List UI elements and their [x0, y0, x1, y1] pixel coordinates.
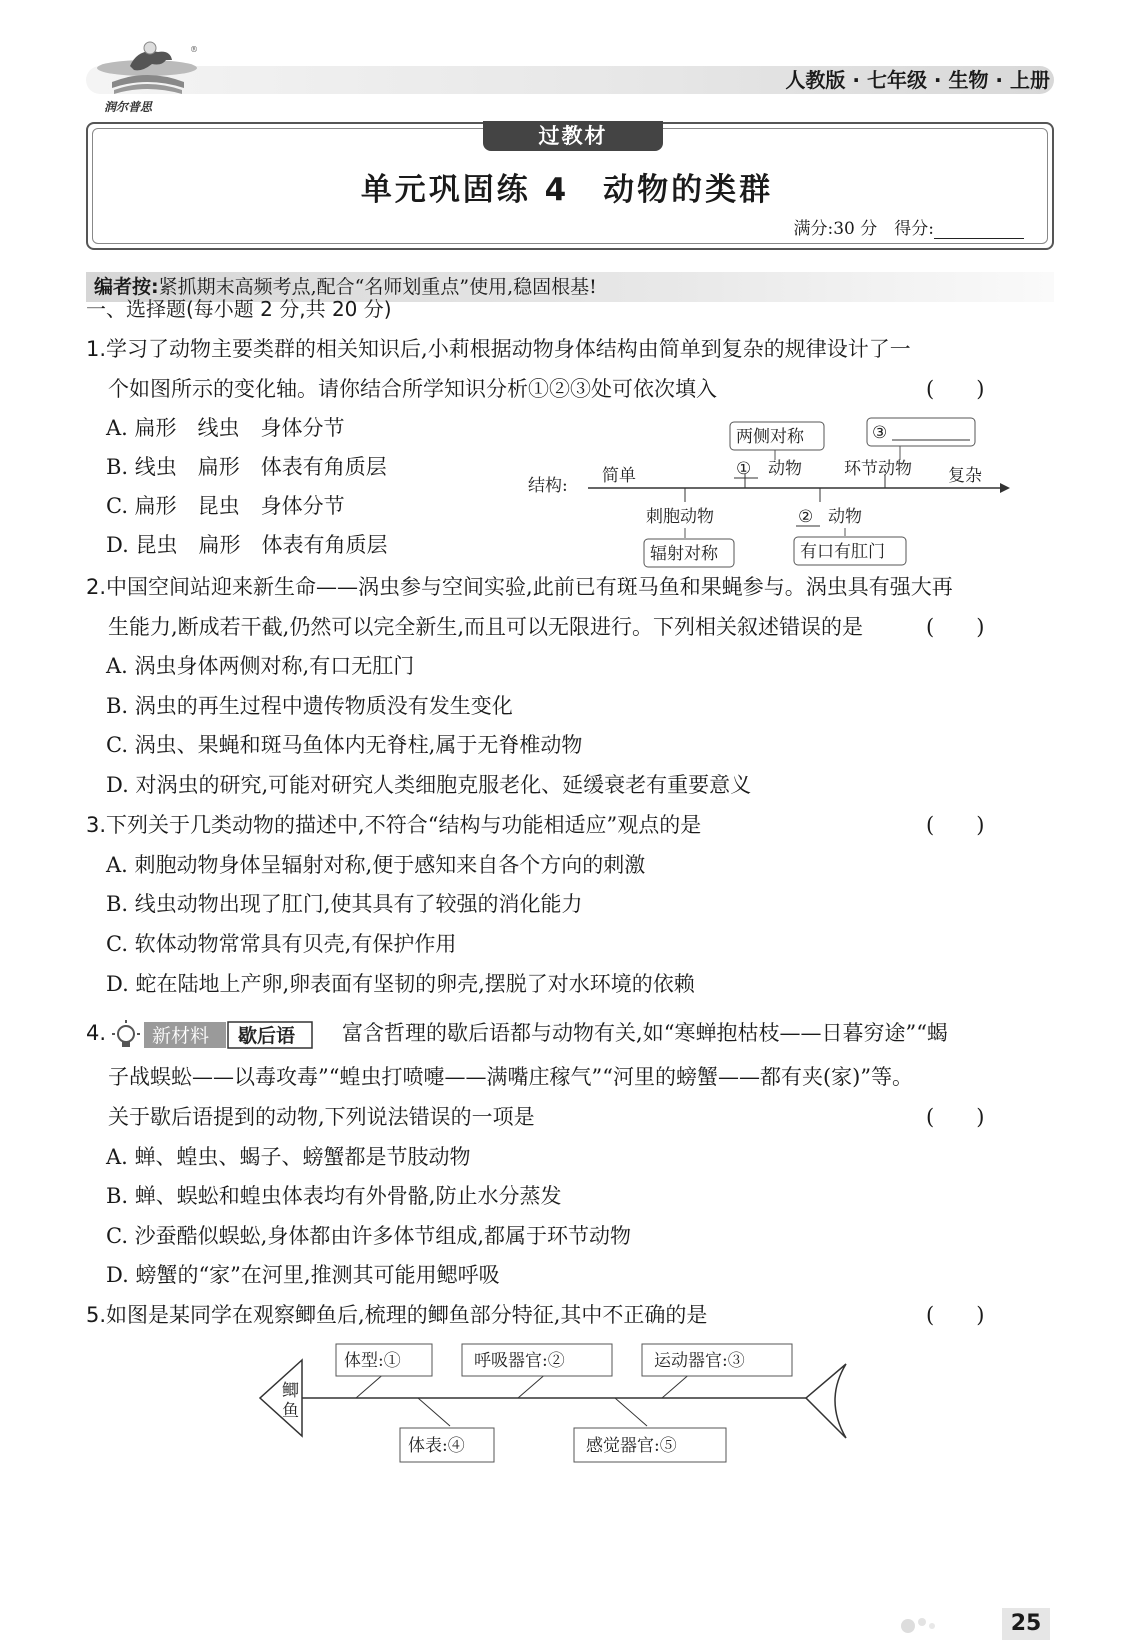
- answer-paren[interactable]: ( ): [926, 377, 985, 401]
- option-b: B. 线虫 扁形 体表有角质层: [106, 455, 387, 479]
- option-c: C. 扁形 昆虫 身体分节: [106, 494, 345, 518]
- question-number: 2.: [86, 575, 107, 599]
- option-b: B. 蝉、蜈蚣和蝗虫体表均有外骨骼,防止水分蒸发: [106, 1184, 562, 1208]
- label-cnidarian: 刺胞动物: [646, 507, 714, 527]
- option-c: C. 软体动物常常具有贝壳,有保护作用: [106, 932, 457, 956]
- svg-text:®: ®: [190, 45, 198, 54]
- option-c: C. 涡虫、果蝇和斑马鱼体内无脊柱,属于无脊椎动物: [106, 733, 583, 757]
- label-respiratory: 呼吸器官:②: [474, 1351, 565, 1371]
- label-animal-1: 动物: [768, 459, 802, 479]
- option-a: A. 涡虫身体两侧对称,有口无肛门: [106, 654, 415, 678]
- option-b: B. 涡虫的再生过程中遗传物质没有发生变化: [106, 694, 513, 718]
- label-bilateral: 两侧对称: [736, 427, 804, 447]
- label-locomotion: 运动器官:③: [654, 1351, 745, 1371]
- question-5-line-1: 5.如图是某同学在观察鲫鱼后,梳理的鲫鱼部分特征,其中不正确的是: [86, 1303, 708, 1327]
- label-body-surface: 体表:④: [408, 1436, 465, 1456]
- decorative-dots: [896, 1612, 946, 1636]
- circle-2: ②: [798, 507, 814, 527]
- question-number: 3.: [86, 813, 107, 837]
- option-d: D. 蛇在陆地上产卵,卵表面有坚韧的卵壳,摆脱了对水环境的依赖: [106, 972, 695, 996]
- question-number: 1.: [86, 337, 107, 361]
- label-complex: 复杂: [948, 466, 982, 486]
- fish-label-1: 鲫: [282, 1381, 299, 1401]
- answer-paren[interactable]: ( ): [926, 1105, 985, 1129]
- score-line: [794, 214, 1025, 239]
- fishbone-figure: [250, 1336, 870, 1476]
- question-2-line-2: 生能力,断成若干截,仍然可以完全新生,而且可以无限进行。下列相关叙述错误的是: [108, 615, 864, 639]
- score-blank[interactable]: [934, 222, 1024, 239]
- label-annelid: 环节动物: [844, 459, 912, 479]
- option-d: D. 螃蟹的“家”在河里,推测其可能用鳃呼吸: [106, 1263, 500, 1287]
- label-simple: 简单: [602, 466, 636, 486]
- section-tag: 过教材: [483, 121, 663, 151]
- label-animal-2: 动物: [828, 507, 862, 527]
- question-2-line-1: 2.中国空间站迎来新生命——涡虫参与空间实验,此前已有斑马鱼和果蝇参与。涡虫具有强大再: [86, 575, 953, 599]
- option-d: D. 昆虫 扁形 体表有角质层: [106, 533, 388, 557]
- edition-label: 人教版 · 七年级 · 生物 · 上册: [785, 68, 1050, 92]
- circle-3: ③: [872, 423, 888, 443]
- axis-arrow: [1000, 483, 1010, 493]
- page-number: 25: [1002, 1608, 1050, 1640]
- score-label: 满分:30 分 得分:: [793, 219, 934, 239]
- circle-1: ①: [736, 459, 752, 479]
- option-d: D. 对涡虫的研究,可能对研究人类细胞克服老化、延缓衰老有重要意义: [106, 773, 752, 797]
- section-heading: 一、选择题(每小题 2 分,共 20 分): [86, 297, 392, 321]
- new-material-label: 新材料: [152, 1024, 210, 1047]
- label-sensory: 感觉器官:⑤: [586, 1436, 677, 1456]
- answer-paren[interactable]: ( ): [926, 1303, 985, 1327]
- editor-note-text: 紧抓期末高频考点,配合“名师划重点”使用,稳固根基!: [158, 276, 597, 298]
- question-1-line-1: 1.学习了动物主要类群的相关知识后,小莉根据动物身体结构由简单到复杂的规律设计了一: [86, 337, 911, 361]
- option-b: B. 线虫动物出现了肛门,使其具有了较强的消化能力: [106, 892, 583, 916]
- axis-label: 结构:: [528, 476, 568, 496]
- question-number: 5.: [86, 1303, 107, 1327]
- question-number: 4.: [86, 1021, 107, 1045]
- question-4-line-2: 子战蜈蚣——以毒攻毒”“蝗虫打喷嚏——满嘴庄稼气”“河里的螃蟹——都有夹(家)”等。: [108, 1065, 914, 1089]
- question-4-line-1: 4. 新材料 歇后语 富含哲理的歇后语都与动物有关,如“寒蝉抱枯枝——日暮穷途”“蝎: [86, 1018, 948, 1051]
- option-a: A. 蝉、蝗虫、蝎子、螃蟹都是节肢动物: [106, 1145, 471, 1169]
- fish-label-2: 鱼: [282, 1401, 299, 1421]
- answer-paren[interactable]: ( ): [926, 813, 985, 837]
- answer-paren[interactable]: ( ): [926, 615, 985, 639]
- question-4-line-3: 关于歇后语提到的动物,下列说法错误的一项是: [108, 1105, 535, 1129]
- new-material-tag: [106, 1019, 342, 1051]
- logo-text: 润尔普思: [104, 100, 153, 114]
- question-1-line-2: 个如图所示的变化轴。请你结合所学知识分析①②③处可依次填入: [108, 377, 717, 401]
- editor-note-label: 编者按:: [94, 276, 159, 298]
- label-mouth-anus: 有口有肛门: [800, 542, 885, 562]
- topic-label: 歇后语: [238, 1024, 296, 1047]
- option-c: C. 沙蚕酷似蜈蚣,身体都由许多体节组成,都属于环节动物: [106, 1224, 632, 1248]
- option-a: A. 扁形 线虫 身体分节: [106, 416, 345, 440]
- label-body-shape: 体型:①: [344, 1351, 401, 1371]
- label-radial: 辐射对称: [650, 544, 718, 564]
- change-axis-figure: [520, 410, 1020, 580]
- fish-tail: [806, 1364, 846, 1438]
- question-3-line-1: 3.下列关于几类动物的描述中,不符合“结构与功能相适应”观点的是: [86, 813, 702, 837]
- option-a: A. 刺胞动物身体呈辐射对称,便于感知来自各个方向的刺激: [106, 853, 646, 877]
- page-title: 单元巩固练 4 动物的类群: [360, 172, 774, 208]
- lightbulb-icon: [118, 1026, 134, 1042]
